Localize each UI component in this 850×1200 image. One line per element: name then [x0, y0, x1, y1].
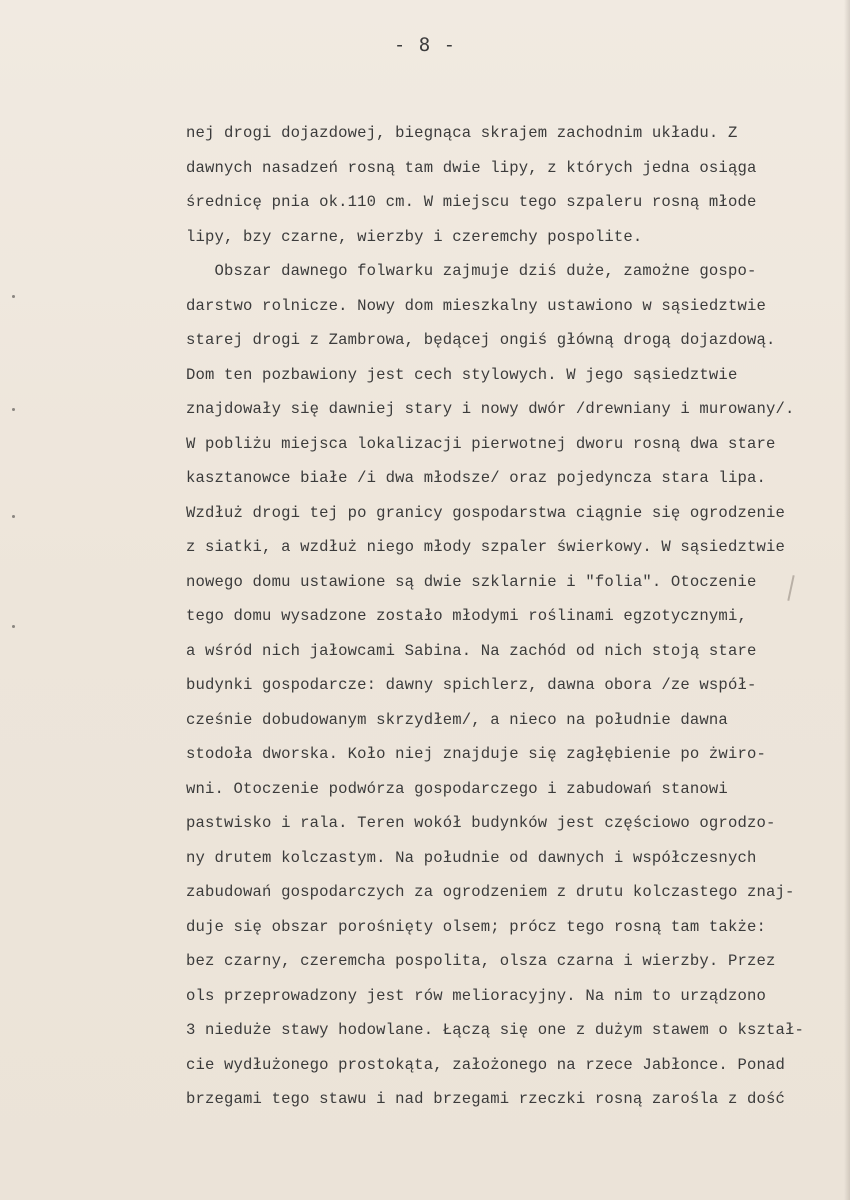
text-line: z siatki, a wzdłuż niego młody szpaler świerkowy. W sąsiedztwie: [186, 538, 785, 556]
text-line: nej drogi dojazdowej, biegnąca skrajem zachodnim układu. Z: [186, 124, 738, 142]
binder-hole-mark: [12, 515, 15, 518]
body-text: [186, 116, 846, 1117]
text-line: starej drogi z Zambrowa, będącej ongiś główną drogą dojazdową.: [186, 331, 776, 349]
text-line: pastwisko i rala. Teren wokół budynków jest częściowo ogrodzo-: [186, 814, 776, 832]
text-line: Obszar dawnego folwarku zajmuje dziś duże, zamożne gospo-: [186, 262, 757, 280]
binder-hole-mark: [12, 625, 15, 628]
text-line: stodoła dworska. Koło niej znajduje się zagłębienie po żwiro-: [186, 745, 766, 763]
text-line: a wśród nich jałowcami Sabina. Na zachód od nich stoją stare: [186, 641, 757, 660]
text-line: znajdowały się dawniej stary i nowy dwór /drewniany i murowany/.: [186, 400, 795, 418]
text-line: 3 nieduże stawy hodowlane. Łączą się one z dużym stawem o kształ-: [186, 1021, 805, 1039]
text-line: wni. Otoczenie podwórza gospodarczego i zabudowań stanowi: [186, 779, 728, 798]
text-line: lipy, bzy czarne, wierzby i czeremchy pospolite.: [186, 227, 643, 246]
text-line: ny drutem kolczastym. Na południe od dawnych i współczesnych: [186, 848, 757, 867]
page-number: - 8 -: [393, 34, 457, 56]
text-line: zabudowań gospodarczych za ogrodzeniem z drutu kolczastego znaj-: [186, 883, 795, 901]
text-line: średnicę pnia ok.110 cm. W miejscu tego szpaleru rosną młode: [186, 193, 757, 211]
text-line: ols przeprowadzony jest rów melioracyjny. Na nim to urządzono: [186, 986, 766, 1005]
text-line: nowego domu ustawione są dwie szklarnie i "folia". Otoczenie: [186, 572, 757, 591]
text-line: darstwo rolnicze. Nowy dom mieszkalny ustawiono w sąsiedztwie: [186, 296, 766, 315]
text-line: cie wydłużonego prostokąta, założonego na rzece Jabłonce. Ponad: [186, 1055, 785, 1074]
text-line: budynki gospodarcze: dawny spichlerz, dawna obora /ze współ-: [186, 676, 757, 694]
text-line: brzegami tego stawu i nad brzegami rzeczki rosną zarośla z dość: [186, 1090, 785, 1108]
binder-hole-mark: [12, 295, 15, 298]
text-line: W pobliżu miejsca lokalizacji pierwotnej dworu rosną dwa stare: [186, 434, 776, 453]
text-line: bez czarny, czeremcha pospolita, olsza czarna i wierzby. Przez: [186, 952, 776, 970]
text-line: kasztanowce białe /i dwa młodsze/ oraz pojedyncza stara lipa.: [186, 469, 766, 487]
text-line: cześnie dobudowanym skrzydłem/, a nieco na południe dawna: [186, 710, 728, 729]
binder-hole-mark: [12, 408, 15, 411]
text-line: duje się obszar porośnięty olsem; prócz tego rosną tam także:: [186, 917, 766, 936]
text-line: tego domu wysadzone zostało młodymi roślinami egzotycznymi,: [186, 607, 747, 625]
text-line: Dom ten pozbawiony jest cech stylowych. W jego sąsiedztwie: [186, 365, 738, 384]
text-line: Wzdłuż drogi tej po granicy gospodarstwa ciągnie się ogrodzenie: [186, 503, 785, 522]
text-line: dawnych nasadzeń rosną tam dwie lipy, z których jedna osiąga: [186, 158, 757, 177]
